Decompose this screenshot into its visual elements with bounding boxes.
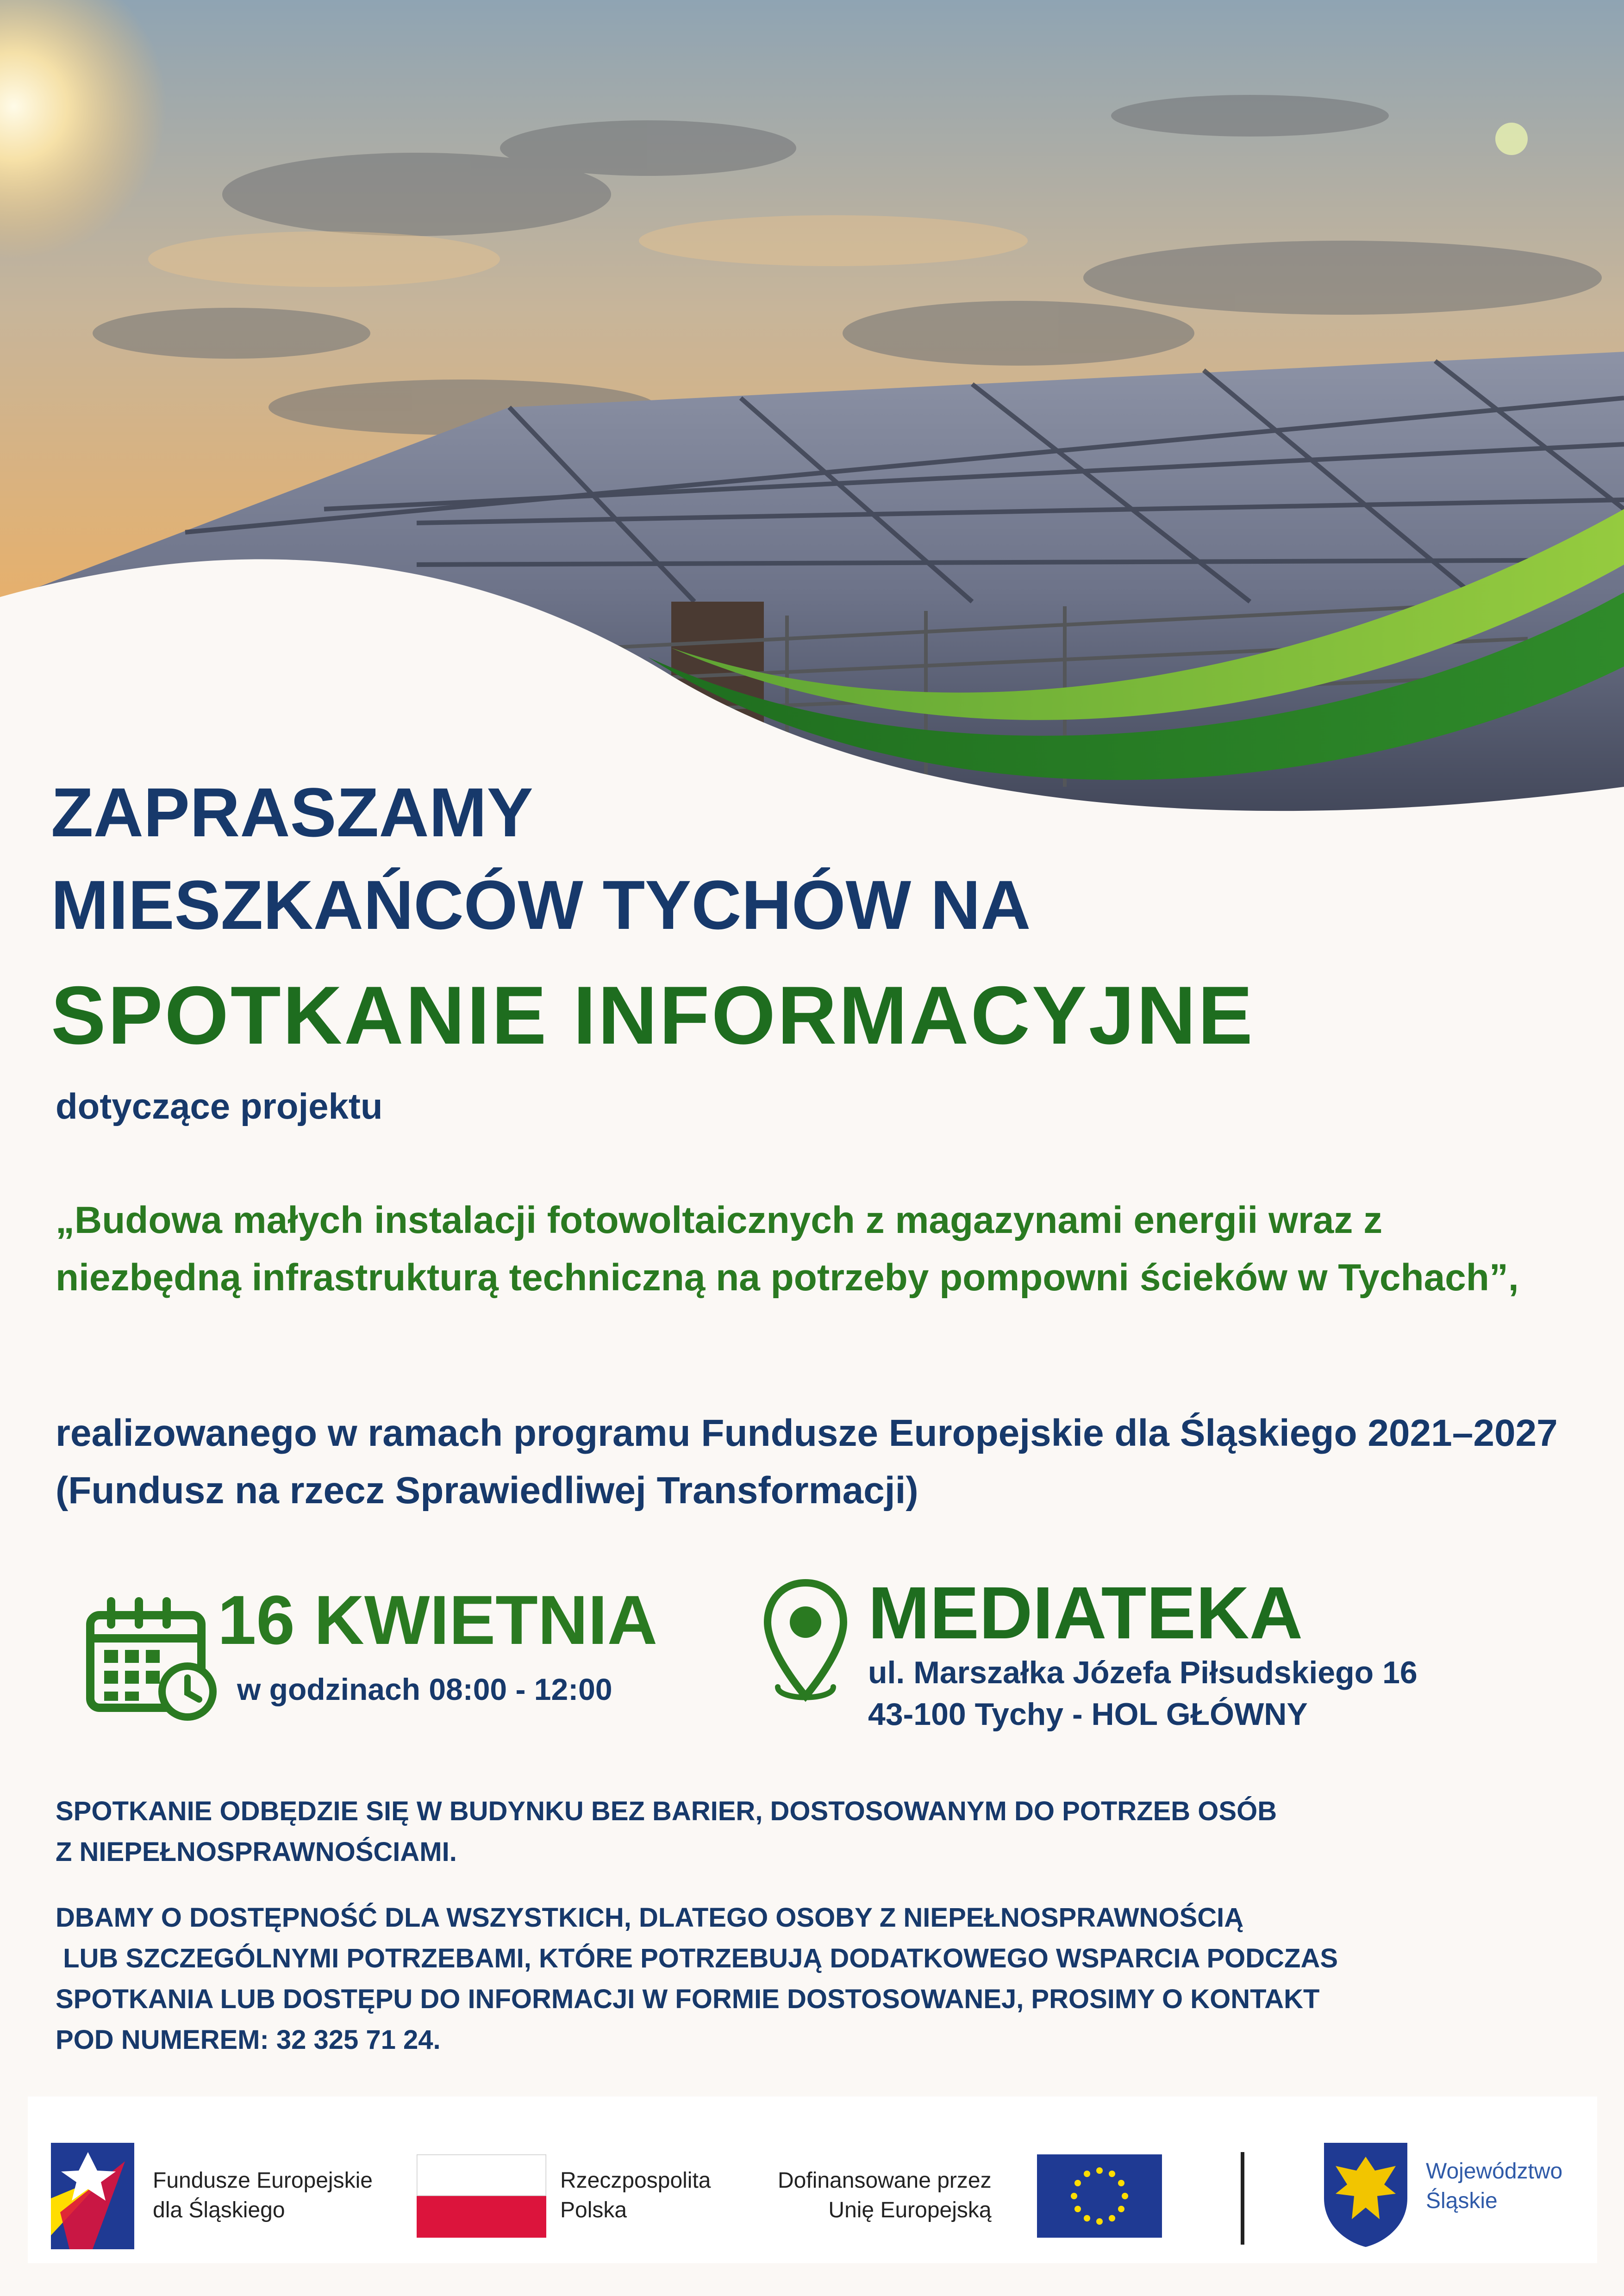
eu-cofinanced-label <box>778 2166 992 2225</box>
event-address-line-2: 43-100 Tychy - HOL GŁÓWNY <box>868 1697 1308 1732</box>
headline-line-3: SPOTKANIE INFORMACYJNE <box>51 969 1255 1061</box>
headline-line-1: ZAPRASZAMY <box>51 773 533 851</box>
note-line: Z NIEPEŁNOSPRAWNOŚCIAMI. <box>56 1837 457 1867</box>
fundusze-europejskie-label <box>153 2166 373 2225</box>
logo-line: Fundusze Europejskie <box>153 2168 373 2193</box>
note-line: LUB SZCZEGÓLNYMI POTRZEBAMI, KTÓRE POTRZEBUJĄ DODATKOWEGO WSPARCIA PODCZAS <box>56 1943 1338 1973</box>
hero-image <box>0 0 1624 879</box>
wojewodztwo-slaskie-label <box>1426 2157 1562 2216</box>
logo-line: Rzeczpospolita <box>560 2168 711 2193</box>
program-text: realizowanego w ramach programu Fundusze Europejskie dla Śląskiego 2021–2027 (Fundusz na rzecz Sprawiedliwej Transformacji) <box>56 1412 1558 1512</box>
fundusze-europejskie-logo-icon <box>51 2143 134 2249</box>
headline-line-2: MIESZKAŃCÓW TYCHÓW NA <box>51 866 1031 944</box>
logo-line: Polska <box>560 2198 627 2222</box>
logo-line: Unię Europejską <box>828 2198 992 2222</box>
silesia-coat-of-arms-icon <box>1319 2138 1412 2249</box>
note-line: POD NUMEREM: 32 325 71 24. <box>56 2025 441 2055</box>
calendar-clock-icon <box>83 1592 222 1722</box>
accessibility-note-contact <box>56 1898 1583 2060</box>
footer-logos <box>28 2097 1597 2263</box>
rzeczpospolita-polska-label <box>560 2166 711 2225</box>
event-hours: w godzinach 08:00 - 12:00 <box>237 1672 612 1706</box>
note-line: SPOTKANIA LUB DOSTĘPU DO INFORMACJI W FORMIE DOSTOSOWANEJ, PROSIMY O KONTAKT <box>56 1984 1320 2014</box>
event-address-line-1: ul. Marszałka Józefa Piłsudskiego 16 <box>868 1655 1418 1690</box>
location-pin-icon <box>759 1574 852 1712</box>
accessibility-note-building <box>56 1791 1583 1873</box>
polish-flag-icon <box>417 2154 546 2238</box>
event-date: 16 KWIETNIA <box>218 1581 658 1659</box>
project-title: „Budowa małych instalacji fotowoltaicznych z magazynami energii wraz z niezbędną infrastrukturą techniczną na potrzeby pompowni ścieków w Tychach”, <box>56 1199 1519 1299</box>
logo-line: Śląskie <box>1426 2189 1498 2213</box>
solar-panels-photo <box>0 0 1624 879</box>
note-line: DBAMY O DOSTĘPNOŚĆ DLA WSZYSTKICH, DLATEGO OSOBY Z NIEPEŁNOSPRAWNOŚCIĄ <box>56 1903 1244 1933</box>
logo-line: Województwo <box>1426 2159 1563 2184</box>
logo-line: Dofinansowane przez <box>778 2168 992 2193</box>
eu-flag-icon <box>1037 2154 1162 2238</box>
logo-divider <box>1241 2152 1244 2245</box>
subtitle: dotyczące projektu <box>56 1086 383 1126</box>
event-place: MEDIATEKA <box>868 1571 1303 1654</box>
logo-line: dla Śląskiego <box>153 2198 285 2222</box>
note-line: SPOTKANIE ODBĘDZIE SIĘ W BUDYNKU BEZ BARIER, DOSTOSOWANYM DO POTRZEB OSÓB <box>56 1796 1277 1826</box>
